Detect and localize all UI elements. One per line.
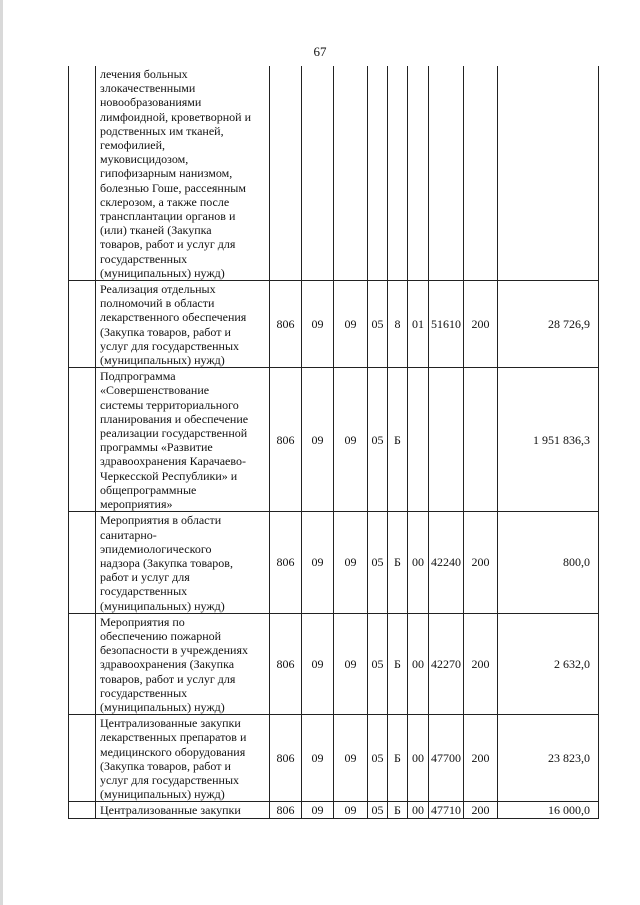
row-number-cell bbox=[69, 715, 96, 802]
item-name-line: санитарно- bbox=[100, 527, 157, 542]
code-pr-cell: 09 bbox=[334, 368, 368, 512]
item-name-cell bbox=[96, 66, 270, 281]
code-cs1-cell: 05 bbox=[368, 613, 388, 714]
amount-cell: 23 823,0 bbox=[498, 715, 599, 802]
item-name-line: надзора (Закупка товаров, bbox=[100, 555, 233, 570]
code-ved-cell: 806 bbox=[270, 281, 302, 368]
table-row bbox=[69, 281, 599, 368]
code-cs4-cell: 42240 bbox=[429, 512, 464, 613]
item-name-line: государственных bbox=[100, 685, 188, 700]
code-pr-cell: 09 bbox=[334, 512, 368, 613]
item-name-line: мероприятия» bbox=[100, 497, 173, 512]
item-name-line: программы «Развитие bbox=[100, 440, 213, 455]
code-pr-cell: 09 bbox=[334, 802, 368, 818]
amount-cell bbox=[498, 66, 599, 281]
table-row bbox=[69, 512, 599, 613]
item-name-line: безопасности в учреждениях bbox=[100, 643, 248, 658]
item-name-line: гипофизарным нанизмом, bbox=[100, 166, 233, 181]
item-name-line: Реализация отдельных bbox=[100, 282, 216, 297]
item-name-line: трансплантации органов и bbox=[100, 209, 236, 224]
item-name-line: родственных им тканей, bbox=[100, 123, 224, 138]
row-number-cell bbox=[69, 802, 96, 818]
table-row bbox=[69, 613, 599, 714]
item-name-line: (муниципальных) нужд) bbox=[100, 265, 225, 280]
code-cs3-cell bbox=[408, 368, 429, 512]
code-cs3-cell: 01 bbox=[408, 281, 429, 368]
item-name-line: муковисцидозом, bbox=[100, 152, 189, 167]
code-cs2-cell: Б bbox=[388, 613, 408, 714]
item-name-line: государственных bbox=[100, 584, 188, 599]
item-name-line: Черкесской Республики» и bbox=[100, 468, 238, 483]
table-row bbox=[69, 802, 599, 818]
row-number-cell bbox=[69, 512, 96, 613]
item-name-line: «Совершенствование bbox=[100, 383, 210, 398]
item-name-line: полномочий в области bbox=[100, 296, 215, 311]
code-vr-cell: 200 bbox=[464, 715, 498, 802]
code-cs2-cell: Б bbox=[388, 512, 408, 613]
code-cs1-cell: 05 bbox=[368, 368, 388, 512]
item-name-line: Мероприятия по bbox=[100, 614, 185, 629]
row-number-cell bbox=[69, 66, 96, 281]
code-ved-cell: 806 bbox=[270, 715, 302, 802]
item-name-line: новообразованиями bbox=[100, 95, 202, 110]
scan-edge bbox=[0, 0, 3, 905]
code-cs3-cell: 00 bbox=[408, 715, 429, 802]
item-name-line: общепрограммные bbox=[100, 482, 197, 497]
item-name-line: эпидемиологического bbox=[100, 541, 212, 556]
code-cs2-cell: Б bbox=[388, 715, 408, 802]
amount-cell: 16 000,0 bbox=[498, 802, 599, 818]
item-name-line: системы территориального bbox=[100, 397, 239, 412]
code-cs2-cell: Б bbox=[388, 802, 408, 818]
code-cs1-cell: 05 bbox=[368, 281, 388, 368]
code-cs2-cell: 8 bbox=[388, 281, 408, 368]
code-cs4-cell bbox=[429, 368, 464, 512]
code-cs4-cell: 47710 bbox=[429, 802, 464, 818]
code-pr-cell bbox=[334, 66, 368, 281]
code-vr-cell: 200 bbox=[464, 613, 498, 714]
budget-table bbox=[68, 66, 599, 819]
item-name-line: обеспечению пожарной bbox=[100, 628, 222, 643]
code-rz-cell: 09 bbox=[302, 802, 334, 818]
row-number-cell bbox=[69, 368, 96, 512]
code-pr-cell: 09 bbox=[334, 715, 368, 802]
code-vr-cell: 200 bbox=[464, 512, 498, 613]
item-name-line: услуг для государственных bbox=[100, 772, 240, 787]
code-ved-cell: 806 bbox=[270, 512, 302, 613]
item-name-line: услуг для государственных bbox=[100, 338, 240, 353]
code-cs1-cell: 05 bbox=[368, 802, 388, 818]
item-name-line: работ и услуг для bbox=[100, 570, 190, 585]
item-name-line: (Закупка товаров, работ и bbox=[100, 758, 231, 773]
code-vr-cell bbox=[464, 368, 498, 512]
code-pr-cell: 09 bbox=[334, 281, 368, 368]
item-name-line: болезнью Гоше, рассеянным bbox=[100, 180, 246, 195]
item-name-line: товаров, работ и услуг для bbox=[100, 237, 236, 252]
item-name-cell bbox=[96, 613, 270, 714]
code-cs3-cell: 00 bbox=[408, 613, 429, 714]
item-name-line: (муниципальных) нужд) bbox=[100, 598, 225, 613]
amount-cell: 28 726,9 bbox=[498, 281, 599, 368]
item-name-line: Мероприятия в области bbox=[100, 513, 222, 528]
code-ved-cell bbox=[270, 66, 302, 281]
code-ved-cell: 806 bbox=[270, 368, 302, 512]
code-cs4-cell: 42270 bbox=[429, 613, 464, 714]
code-rz-cell: 09 bbox=[302, 613, 334, 714]
code-cs4-cell: 47700 bbox=[429, 715, 464, 802]
item-name-line: медицинского оборудования bbox=[100, 744, 246, 759]
table-body bbox=[69, 66, 599, 818]
code-rz-cell bbox=[302, 66, 334, 281]
item-name-line: (или) тканей (Закупка bbox=[100, 223, 212, 238]
item-name-line: злокачественными bbox=[100, 81, 196, 96]
item-name-line: товаров, работ и услуг для bbox=[100, 671, 236, 686]
code-cs1-cell bbox=[368, 66, 388, 281]
code-rz-cell: 09 bbox=[302, 512, 334, 613]
item-name-line: Централизованные закупки bbox=[100, 716, 241, 731]
row-number-cell bbox=[69, 613, 96, 714]
code-cs4-cell bbox=[429, 66, 464, 281]
item-name-line: реализации государственной bbox=[100, 426, 248, 441]
code-cs4-cell: 51610 bbox=[429, 281, 464, 368]
code-cs2-cell: Б bbox=[388, 368, 408, 512]
amount-cell: 2 632,0 bbox=[498, 613, 599, 714]
item-name-cell bbox=[96, 281, 270, 368]
code-cs3-cell: 00 bbox=[408, 512, 429, 613]
code-ved-cell: 806 bbox=[270, 613, 302, 714]
code-cs3-cell bbox=[408, 66, 429, 281]
page-number: 67 bbox=[313, 44, 327, 59]
amount-cell: 800,0 bbox=[498, 512, 599, 613]
item-name-line: лекарственного обеспечения bbox=[100, 310, 247, 325]
code-cs2-cell bbox=[388, 66, 408, 281]
code-cs1-cell: 05 bbox=[368, 512, 388, 613]
item-name-line: здравоохранения Карачаево- bbox=[100, 454, 246, 469]
table-row bbox=[69, 66, 599, 281]
item-name-line: (муниципальных) нужд) bbox=[100, 699, 225, 714]
item-name-line: склерозом, а также после bbox=[100, 194, 230, 209]
item-name-cell bbox=[96, 368, 270, 512]
code-rz-cell: 09 bbox=[302, 281, 334, 368]
code-ved-cell: 806 bbox=[270, 802, 302, 818]
item-name-line: Централизованные закупки bbox=[100, 803, 241, 818]
item-name-line: (муниципальных) нужд) bbox=[100, 353, 225, 368]
code-vr-cell: 200 bbox=[464, 802, 498, 818]
row-number-cell bbox=[69, 281, 96, 368]
item-name-line: планирования и обеспечение bbox=[100, 411, 249, 426]
item-name-cell bbox=[96, 512, 270, 613]
item-name-line: гемофилией, bbox=[100, 138, 166, 153]
item-name-cell bbox=[96, 802, 270, 818]
item-name-cell bbox=[96, 715, 270, 802]
table-row bbox=[69, 368, 599, 512]
item-name-line: Подпрограмма bbox=[100, 369, 176, 384]
code-vr-cell bbox=[464, 66, 498, 281]
item-name-line: здравоохранения (Закупка bbox=[100, 657, 235, 672]
code-cs1-cell: 05 bbox=[368, 715, 388, 802]
table-row bbox=[69, 715, 599, 802]
item-name-line: (Закупка товаров, работ и bbox=[100, 324, 231, 339]
item-name-line: лимфоидной, кроветворной и bbox=[100, 109, 251, 124]
code-vr-cell: 200 bbox=[464, 281, 498, 368]
item-name-line: государственных bbox=[100, 251, 188, 266]
code-cs3-cell: 00 bbox=[408, 802, 429, 818]
code-pr-cell: 09 bbox=[334, 613, 368, 714]
code-rz-cell: 09 bbox=[302, 368, 334, 512]
item-name-line: (муниципальных) нужд) bbox=[100, 787, 225, 802]
item-name-line: лечения больных bbox=[100, 67, 188, 81]
item-name-line: лекарственных препаратов и bbox=[100, 730, 247, 745]
code-rz-cell: 09 bbox=[302, 715, 334, 802]
amount-cell: 1 951 836,3 bbox=[498, 368, 599, 512]
